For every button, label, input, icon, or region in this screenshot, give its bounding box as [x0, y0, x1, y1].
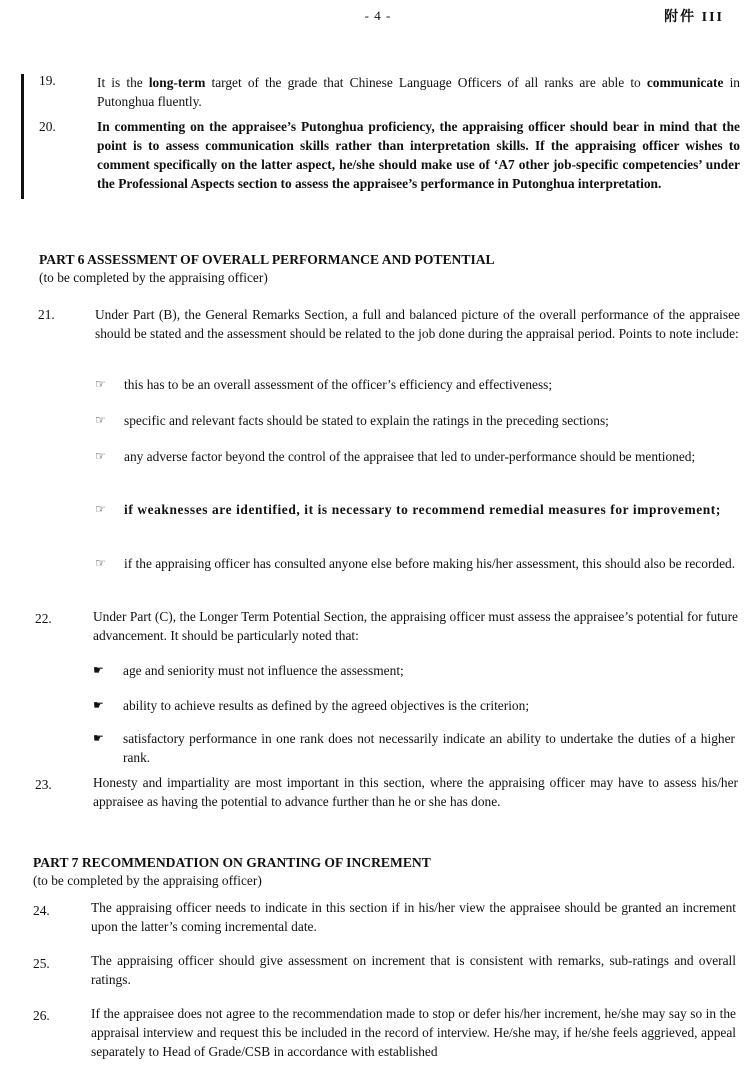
para-24-number: 24.	[33, 903, 50, 918]
part-6-heading: PART 6 ASSESSMENT OF OVERALL PERFORMANCE AND POTENTIAL	[39, 252, 495, 267]
annex-label: 附件 III	[664, 10, 724, 25]
hand-pointing-icon: ☞	[95, 502, 106, 516]
para-21-bullet-2: specific and relevant facts should be stated to explain the ratings in the preceding sections;	[124, 413, 609, 428]
para-26-number: 26.	[33, 1008, 50, 1023]
hand-pointing-icon: ☛	[93, 698, 104, 712]
para-22-text: Under Part (C), the Longer Term Potential Section, the appraising officer must assess the appraisee’s potential for future advancement. It should be particularly noted that:	[93, 609, 738, 643]
para-20-text: In commenting on the appraisee’s Putonghua proficiency, the appraising officer should bear in mind that the point is to assess communication skills rather than interpretation skills. If the appraising officer wishes to comment specifically on the latter aspect, he/she should make use of ‘A7 other job-specific competencies’ under the Professional Aspects section to assess the appraisee’s performance in Putonghua interpretation.	[97, 119, 740, 191]
para-20-number: 20.	[39, 119, 56, 134]
hand-pointing-icon: ☞	[95, 413, 106, 427]
para-22-bullet-2: ability to achieve results as defined by the agreed objectives is the criterion;	[123, 698, 530, 713]
page-number: - 4 -	[364, 8, 392, 23]
hand-pointing-icon: ☞	[95, 556, 106, 570]
hand-pointing-icon: ☛	[93, 731, 104, 745]
para-22-number: 22.	[35, 611, 52, 626]
para-21-bullet-5: if the appraising officer has consulted anyone else before making his/her assessment, this should also be recorded.	[124, 556, 736, 571]
para-21-number: 21.	[38, 307, 55, 322]
hand-pointing-icon: ☛	[93, 663, 104, 677]
para-19-number: 19.	[39, 73, 56, 88]
revision-bar	[21, 74, 24, 199]
para-21-bullet-1: this has to be an overall assessment of the officer’s efficiency and effectiveness;	[124, 377, 553, 392]
para-22-bullet-1: age and seniority must not influence the assessment;	[123, 663, 404, 678]
para-25-number: 25.	[33, 956, 50, 971]
para-22-bullet-3: satisfactory performance in one rank does not necessarily indicate an ability to undertake the duties of a higher rank.	[123, 731, 735, 765]
hand-pointing-icon: ☞	[95, 377, 106, 391]
para-26-text: If the appraisee does not agree to the recommendation made to stop or defer his/her increment, he/she may say so in the appraisal interview and request this be included in the record of interview. He/she may, if he/she feels aggrieved, appeal separately to Head of Grade/CSB in accordance with established	[91, 1006, 736, 1059]
part-6-subheading: (to be completed by the appraising officer)	[39, 270, 268, 285]
para-21-text: Under Part (B), the General Remarks Section, a full and balanced picture of the overall performance of the appraisee should be stated and the assessment should be related to the job done during the appraisal period. Points to note include:	[95, 307, 740, 341]
para-21-bullet-4: if weaknesses are identified, it is necessary to recommend remedial measures for improvement;	[124, 502, 721, 517]
para-25-text: The appraising officer should give assessment on increment that is consistent with remarks, sub-ratings and overall ratings.	[91, 953, 736, 987]
para-24-text: The appraising officer needs to indicate in this section if in his/her view the appraisee should be granted an increment upon the latter’s coming incremental date.	[91, 900, 736, 934]
para-23-text: Honesty and impartiality are most important in this section, where the appraising officer may have to assess his/her appraisee as having the potential to advance further than he or she has done.	[93, 775, 738, 809]
para-19-text: It is the long-term target of the grade that Chinese Language Officers of all ranks are able to communicate in Putonghua fluently.	[97, 75, 741, 109]
hand-pointing-icon: ☞	[95, 449, 106, 463]
part-7-heading: PART 7 RECOMMENDATION ON GRANTING OF INCREMENT	[33, 855, 431, 870]
part-7-subheading: (to be completed by the appraising officer)	[33, 873, 262, 888]
para-23-number: 23.	[35, 777, 52, 792]
para-21-bullet-3: any adverse factor beyond the control of the appraisee that led to under-performance should be mentioned;	[124, 449, 696, 464]
